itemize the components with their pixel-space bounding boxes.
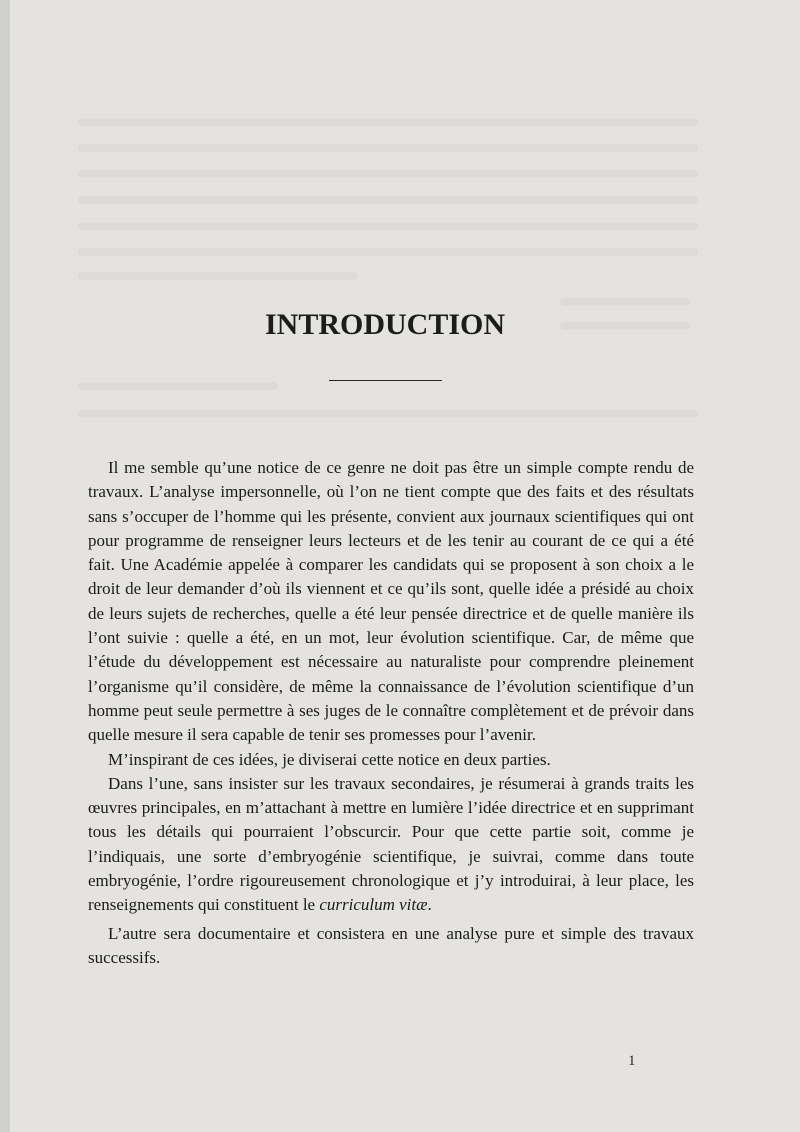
show-through-line [78, 196, 698, 204]
show-through-line [78, 272, 358, 280]
italic-term: curriculum vitæ [319, 895, 428, 915]
paragraph-1: Il me semble qu’une notice de ce genre ne doit pas être un simple compte rendu de travaux. L’analyse impersonnelle, où l’on ne tient compte que des faits et des résultats sans s’occuper de l’homme qui les présente, convient aux journaux scientifiques qui ont pour programme de renseigner leurs lecteurs et de les tenir au courant de ce qui a été fait. Une Académie appelée à comparer les candidats qui se proposent à son choix a le droit de leur demander d’où ils viennent et ce qu’ils sont, quelle idée a présidé au choix de leurs sujets de recherches, quelle a été leur pensée directrice et de quelle manière ils l’ont suivie : quelle a été, en un mot, leur évolution scientifique. Car, de même que l’étude du développement est nécessaire au naturaliste pour comprendre pleinement l’organisme qu’il considère, de même la connaissance de l’évolution scientifique d’un homme peut seule permettre à ses juges de le connaître complètement et de prévoir dans quelle mesure il sera capable de tenir ses promesses pour l’avenir. [88, 458, 694, 745]
page-edge-shadow [0, 0, 10, 1132]
paragraph-4: L’autre sera documentaire et consistera en une analyse pure et simple des travaux successifs. [88, 923, 694, 967]
page-title: INTRODUCTION [264, 308, 506, 342]
show-through-line [78, 170, 698, 178]
show-through-line [78, 144, 698, 152]
show-through-line [560, 298, 690, 306]
show-through-line [78, 248, 698, 256]
show-through-line [78, 382, 278, 390]
paragraph-3-end: . [427, 895, 432, 915]
paragraph-3 [88, 772, 694, 918]
show-through-line [78, 410, 698, 418]
page-number: 1 [628, 1053, 636, 1069]
show-through-line [78, 118, 698, 126]
paragraph-3-text: Dans l’une, sans insister sur les travaux secondaires, je résumerai à grands traits les œuvres principales, en m’attachant à mettre en lumière l’idée directrice et en supprimant tous les détails qui pourraient l’obscurcir. Pour que cette partie soit, comme je l’indiquais, une sorte d’embryogénie scientifique, je suivrai, comme dans toute embryogénie, l’ordre rigoureusement chronologique et j’y introduirai, à leur place, les renseignements qui constituent le [88, 773, 694, 915]
show-through-line [78, 222, 698, 230]
body-text [88, 456, 694, 970]
title-rule [329, 380, 442, 381]
paragraph-2: M’inspirant de ces idées, je diviserai cette notice en deux parties. [108, 749, 551, 769]
